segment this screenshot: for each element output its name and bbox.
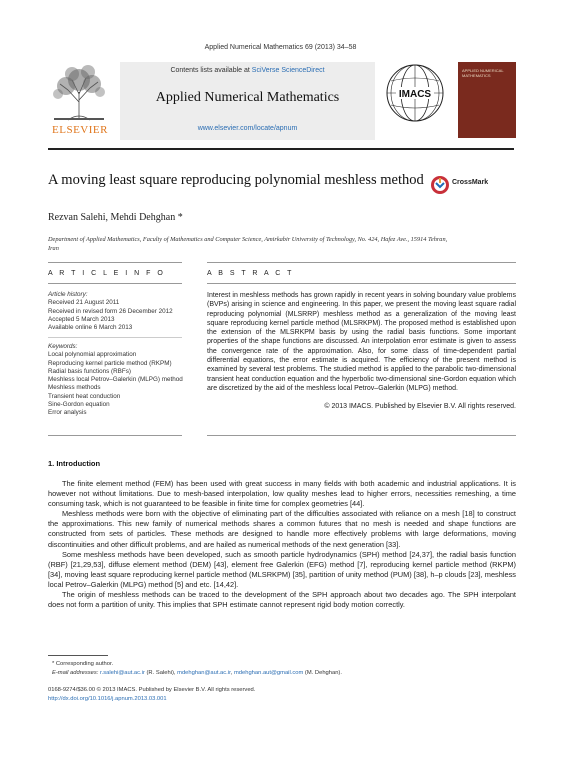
author-affiliation: Department of Applied Mathematics, Faculty of Mathematics and Computer Science, Amirkabir University of Technology, No. 424, Hafez Ave., 15914 Tehran, Iran [48,236,448,252]
keyword-item: Meshless local Petrov–Galerkin (MLPG) method [48,376,183,384]
abstract-sub-rule [207,283,516,284]
keywords-label: Keywords: [48,343,78,350]
keyword-item: Radial basis functions (RBFs) [48,367,131,375]
email-owner: (R. Salehi), [144,669,178,676]
abstract-heading: A B S T R A C T [207,270,294,277]
history-line: Received in revised form 26 December 2012 [48,307,173,315]
article-history [48,291,183,332]
article-info-heading: A R T I C L E I N F O [48,270,166,277]
journal-cover-text: APPLIED NUMERICAL MATHEMATICS [462,68,504,78]
article-info-sub-rule [48,283,182,284]
imacs-logo-text: IMACS [398,89,432,100]
history-line: Received 21 August 2011 [48,299,120,307]
abstract-bottom-rule [207,435,516,436]
abstract-top-rule [207,262,516,263]
email-link[interactable]: mdehghan.aut@gmail.com [233,669,304,676]
doi-link[interactable]: http://dx.doi.org/10.1016/j.apnum.2013.03.001 [48,695,167,702]
article-info-top-rule [48,262,182,263]
abstract-text: Interest in meshless methods has grown rapidly in recent years in solving boundary value problems (BVPs) arising in science and engineering. In this paper, we present the moving least square radial reproducing polynomial (MLSRRP) meshless method as a generalization of the moving least square reproducing kernel particle method (MLSRKPM). The proposed method is established upon the extension of the MLSRKPM basis by using the radial basis functions. Some important properties of the shape functions are discussed. An interpolation error estimate is given to assess the convergence rate of the approximation. Also, for some class of time-dependent partial differential equations, the error estimate is acquired. The efficiency of the present method is examined by several test problems. The studied method is applied to the parabolic two-dimensional transient heat conduction equation and the hyperbolic two-dimensional sine-Gordon equation which are discretized by the aid of the meshless local Petrov–Galerkin (MLPG) method. [207,292,516,392]
introduction-body [48,479,516,610]
footnote-rule [48,655,108,656]
intro-paragraph: The origin of meshless methods can be traced to the development of the SPH approach about two decades ago. The SPH interpolant does not form a partition of unity. This implies that SPH estimate cannot represent rigid body motion correctly. [48,590,516,610]
introduction-heading: 1. Introduction [48,459,101,468]
keyword-item: Error analysis [48,409,87,417]
intro-paragraph: The finite element method (FEM) has been used with great success in many fields with both academic and industrial applications. It is however not without limitations. Due to mesh-based interpolation, low quality meshes lead to higher errors, necessities remeshing, a time consuming task, which is not guaranteed to be feasible in finite time for complex geometries [44]. [48,479,516,509]
article-info-bottom-rule [48,435,182,436]
article-title: A moving least square reproducing polynomial meshless method [48,172,424,188]
elsevier-wordmark: ELSEVIER [52,124,108,136]
email-owner: (M. Dehghan). [303,669,342,676]
keywords-list [48,343,183,418]
email-separator: , [230,669,234,676]
keyword-item: Reproducing kernel particle method (RKPM) [48,359,172,367]
email-link[interactable]: r.salehi@aut.ac.ir [100,669,145,676]
keywords-separator [48,337,182,338]
journal-citation: Applied Numerical Mathematics 69 (2013) 34–58 [204,44,357,51]
imacs-globe-logo [385,63,445,123]
intro-paragraph: Meshless methods were born with the objective of eliminating part of the difficulties associated with reliance on a mesh [18] to construct the approximations. This new family of numerical methods shares a common futures that no mesh is needed and shape functions are constructed from sets of particles. These methods are designed to handle more effectively problems with large deformations, moving discontinuities and other difficult problems, and are hailed as numerical methods of the next generation [33]. [48,509,516,549]
corresponding-author-note: * Corresponding author. [52,661,114,667]
intro-paragraph: Some meshless methods have been developed, such as smooth particle hydrodynamics (SPH) method [24,37], the radial basis function (RBF) [21,29,53], diffuse element method (DEM) [43], element free Galerkin (EFG) method [7], reproducing kernel particle method (RKPM) [34], moving least square reproducing kernel particle method (MLSRKPM) [35], partition of unity method (PUM) [38], h–p clouds [23], meshless local Petrov–Galerkin (MLPG) method [5] and etc. [14,42]. [48,549,516,589]
keyword-item: Meshless methods [48,384,101,392]
contents-available-line [120,67,375,74]
article-history-label: Article history: [48,291,88,298]
issn-line: 0168-9274/$36.00 © 2013 IMACS. Published by Elsevier B.V. All rights reserved. [48,687,256,693]
email-addresses [52,669,492,678]
crossmark-label[interactable]: CrossMark [452,179,489,186]
keyword-item: Transient heat conduction [48,392,121,400]
journal-title: Applied Numerical Mathematics [155,90,340,105]
journal-homepage-link[interactable]: www.elsevier.com/locate/apnum [197,125,298,132]
issn-block [48,686,488,703]
article-authors: Rezvan Salehi, Mehdi Dehghan * [48,212,183,223]
abstract-copyright: © 2013 IMACS. Published by Elsevier B.V. All rights reserved. [324,403,516,410]
footnote-block [52,660,492,677]
email-link[interactable]: mdehghan@aut.ac.ir [177,669,231,676]
keyword-item: Local polynomial approximation [48,351,137,359]
history-line: Available online 6 March 2013 [48,324,133,332]
masthead-rule [48,148,514,150]
email-label: E-mail addresses: [52,669,101,676]
sciencedirect-link[interactable]: SciVerse ScienceDirect [251,67,325,74]
history-line: Accepted 5 March 2013 [48,315,115,323]
keyword-item: Sine-Gordon equation [48,401,110,409]
contents-prefix: Contents lists available at [170,67,252,74]
